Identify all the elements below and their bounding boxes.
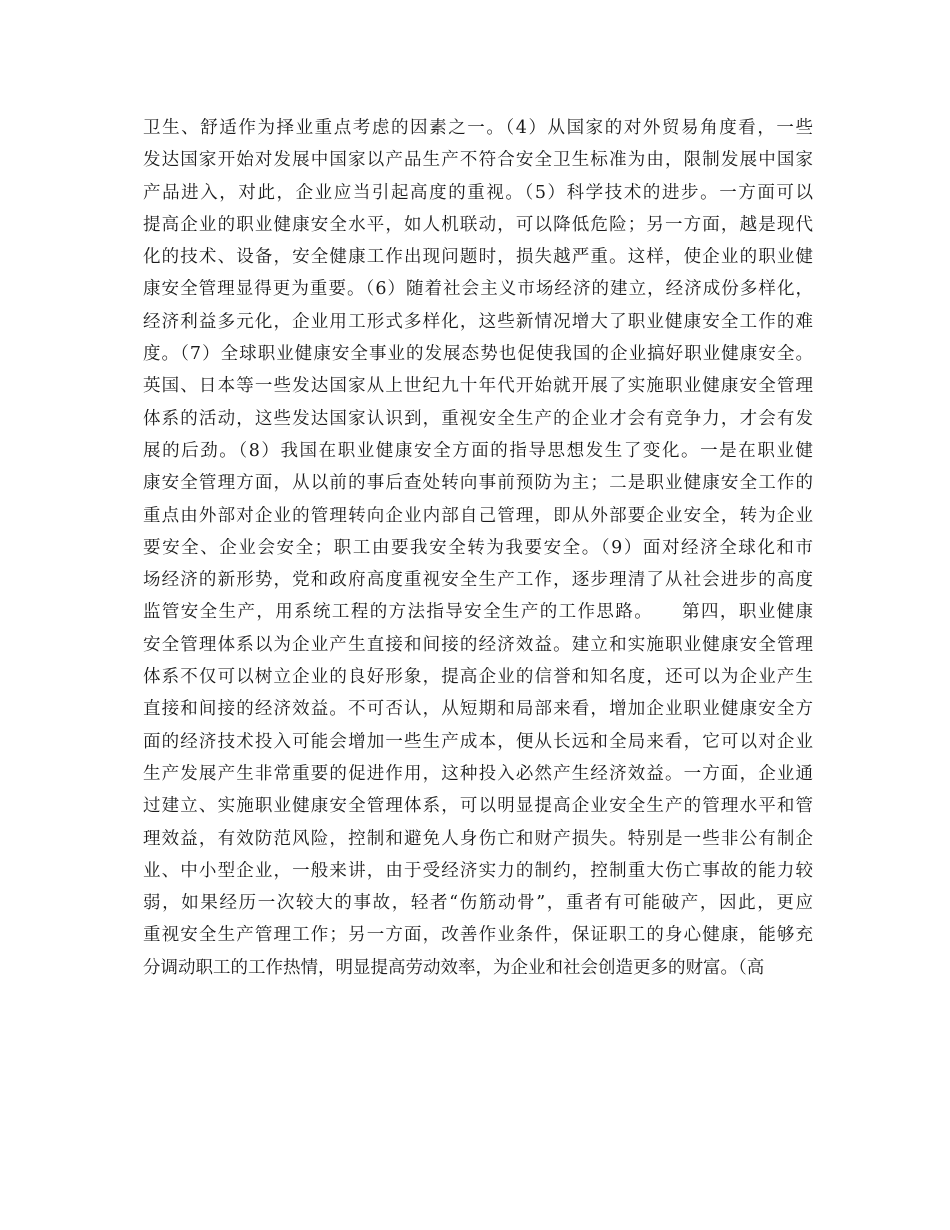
- text-line: 分调动职工的工作热情，明显提高劳动效率，为企业和社会创造更多的财富。（高: [143, 957, 765, 978]
- text-line: 提高企业的职业健康安全水平，如人机联动，可以降低危险；另一方面，越是现代: [143, 214, 813, 235]
- text-line: 度。（7）全球职业健康安全事业的发展态势也促使我国的企业搞好职业健康安全。: [143, 344, 813, 365]
- text-line: 体系的活动，这些发达国家认识到，重视安全生产的企业才会有竞争力，才会有发: [143, 408, 813, 429]
- text-line: 直接和间接的经济效益。不可否认，从短期和局部来看，增加企业职业健康安全方: [143, 699, 813, 720]
- text-line: 要安全、企业会安全；职工由要我安全转为我要安全。（9）面对经济全球化和市: [143, 537, 813, 558]
- text-line: 经济利益多元化，企业用工形式多样化，这些新情况增大了职业健康安全工作的难: [143, 311, 813, 332]
- text-line: 产品进入，对此，企业应当引起高度的重视。（5）科学技术的进步。一方面可以: [143, 182, 813, 203]
- text-line: 重点由外部对企业的管理转向企业内部自己管理，即从外部要企业安全，转为企业: [143, 505, 813, 526]
- text-line: 康安全管理显得更为重要。（6）随着社会主义市场经济的建立，经济成份多样化，: [143, 279, 813, 300]
- text-line: 体系不仅可以树立企业的良好形象，提高企业的信誉和知名度，还可以为企业产生: [143, 667, 813, 688]
- text-line: 业、中小型企业，一般来讲，由于受经济实力的制约，控制重大伤亡事故的能力较: [143, 860, 813, 881]
- text-line: 发达国家开始对发展中国家以产品生产不符合安全卫生标准为由，限制发展中国家: [143, 150, 813, 171]
- text-line: 生产发展产生非常重要的促进作用，这种投入必然产生经济效益。一方面，企业通: [143, 763, 813, 784]
- text-line: 监管安全生产，用系统工程的方法指导安全生产的工作思路。 第四，职业健康: [143, 602, 813, 623]
- text-line: 安全管理体系以为企业产生直接和间接的经济效益。建立和实施职业健康安全管理: [143, 634, 813, 655]
- text-line: 场经济的新形势，党和政府高度重视安全生产工作，逐步理清了从社会进步的高度: [143, 570, 813, 591]
- text-line: 英国、日本等一些发达国家从上世纪九十年代开始就开展了实施职业健康安全管理: [143, 376, 813, 397]
- text-line: 理效益，有效防范风险，控制和避免人身伤亡和财产损失。特别是一些非公有制企: [143, 828, 813, 849]
- text-line: 展的后劲。（8）我国在职业健康安全方面的指导思想发生了变化。一是在职业健: [143, 440, 813, 461]
- text-line: 卫生、舒适作为择业重点考虑的因素之一。（4）从国家的对外贸易角度看，一些: [143, 118, 813, 138]
- text-line: 弱，如果经历一次较大的事故，轻者“伤筋动骨”，重者有可能破产，因此，更应: [143, 893, 813, 914]
- body-text: [143, 112, 813, 984]
- text-line: 重视安全生产管理工作；另一方面，改善作业条件，保证职工的身心健康，能够充: [143, 925, 813, 946]
- text-line: 面的经济技术投入可能会增加一些生产成本，便从长远和全局来看，它可以对企业: [143, 731, 813, 752]
- text-line: 过建立、实施职业健康安全管理体系，可以明显提高企业安全生产的管理水平和管: [143, 796, 813, 817]
- text-line: 化的技术、设备，安全健康工作出现问题时，损失越严重。这样，使企业的职业健: [143, 247, 813, 268]
- text-line: 康安全管理方面，从以前的事后查处转向事前预防为主；二是职业健康安全工作的: [143, 473, 813, 494]
